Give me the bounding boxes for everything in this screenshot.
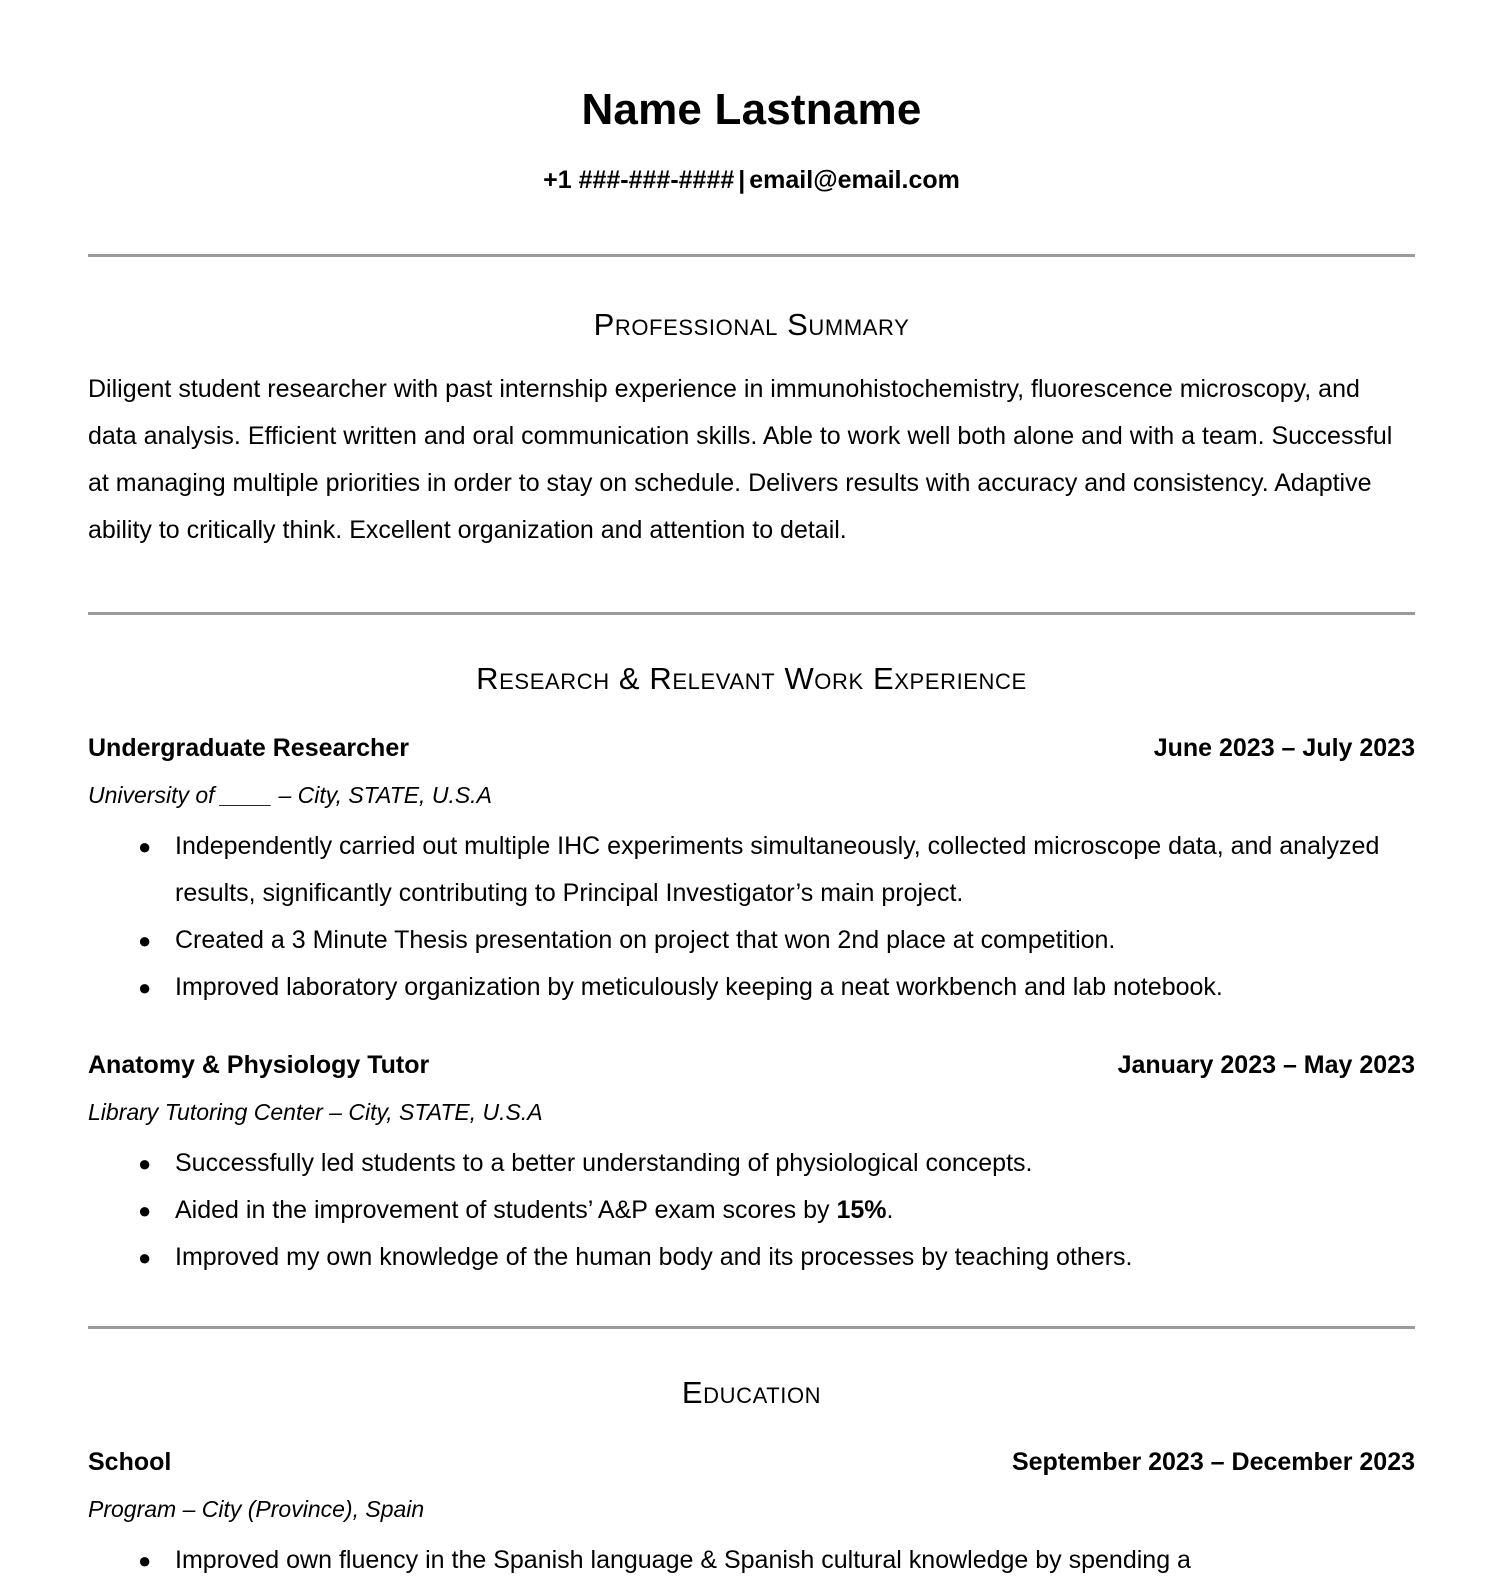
entry-date-range: January 2023 – May 2023 [1117,1051,1415,1079]
list-item-text: Improved own fluency in the Spanish language & Spanish cultural knowledge by spending a [175,1546,1191,1574]
list-item-text: Improved laboratory organization by meticulously keeping a neat workbench and lab notebook. [175,973,1223,1001]
divider-3 [88,1326,1415,1329]
bullet-dot-icon: ● [138,1198,152,1223]
education-entry [88,1450,1415,1584]
section-heading-experience: Research & Relevant Work Experience [476,661,1027,696]
list-item [88,1537,1415,1584]
entry-role-title: Undergraduate Researcher [88,734,409,762]
list-item [88,823,1415,917]
professional-summary-text: Diligent student researcher with past internship experience in immunohistochemistry, fluorescence microscopy, and data analysis. Efficient written and oral communication skills. Able to work well both alone and with a team. Successful at managing multiple priorities in order to stay on schedule. Delivers results with accuracy and consistency. Adaptive ability to critically think. Excellent organization and attention to detail. [88,375,1393,544]
entry-role-title: Anatomy & Physiology Tutor [88,1051,430,1079]
entry-bullet-list [88,1537,1415,1584]
entry-bullet-list [88,1140,1415,1281]
list-item-text: Created a 3 Minute Thesis presentation on project that won 2nd place at competition. [175,926,1116,954]
resume-sheet [88,0,1415,1584]
page-title: Name Lastname [581,85,922,134]
list-item [88,964,1415,1011]
entry-date-range: September 2023 – December 2023 [1011,1448,1415,1476]
experience-entry [88,736,1415,1011]
entry-organization: University of ____ – City, STATE, U.S.A [88,782,492,808]
list-item [88,917,1415,964]
entry-bullet-list [88,823,1415,1011]
entry-header [88,736,1415,761]
entry-header [88,1450,1415,1475]
contact-line [88,168,1415,193]
list-item-text: Improved my own knowledge of the human body and its processes by teaching others. [175,1243,1133,1271]
contact-separator: | [738,166,746,194]
list-item [88,1187,1415,1234]
entry-date-range: June 2023 – July 2023 [1153,734,1415,762]
entry-organization: Library Tutoring Center – City, STATE, U.S.A [88,1099,543,1125]
entry-school-name: School [88,1448,172,1476]
list-item-text: Successfully led students to a better understanding of physiological concepts. [175,1149,1033,1177]
list-item [88,1140,1415,1187]
divider-1 [88,254,1415,257]
list-item-text: Independently carried out multiple IHC experiments simultaneously, collected microscope data, and analyzed results, significantly contributing to Principal Investigator’s main project. [175,832,1380,907]
section-heading-summary: Professional Summary [593,307,910,342]
bullet-dot-icon: ● [138,834,152,859]
experience-entry [88,1053,1415,1281]
bullet-dot-icon: ● [138,975,152,1000]
list-item-text: Aided in the improvement of students’ A&P exam scores by 15%. [175,1196,894,1224]
email-address: email@email.com [749,166,960,194]
bullet-dot-icon: ● [138,928,152,953]
entry-program: Program – City (Province), Spain [88,1496,425,1522]
bullet-dot-icon: ● [138,1151,152,1176]
divider-2 [88,612,1415,615]
phone-number: +1 ###-###-#### [543,166,735,194]
entry-header [88,1053,1415,1078]
list-item [88,1234,1415,1281]
bullet-dot-icon: ● [138,1245,152,1270]
section-heading-education: Education [681,1375,822,1410]
bullet-dot-icon: ● [138,1548,152,1573]
